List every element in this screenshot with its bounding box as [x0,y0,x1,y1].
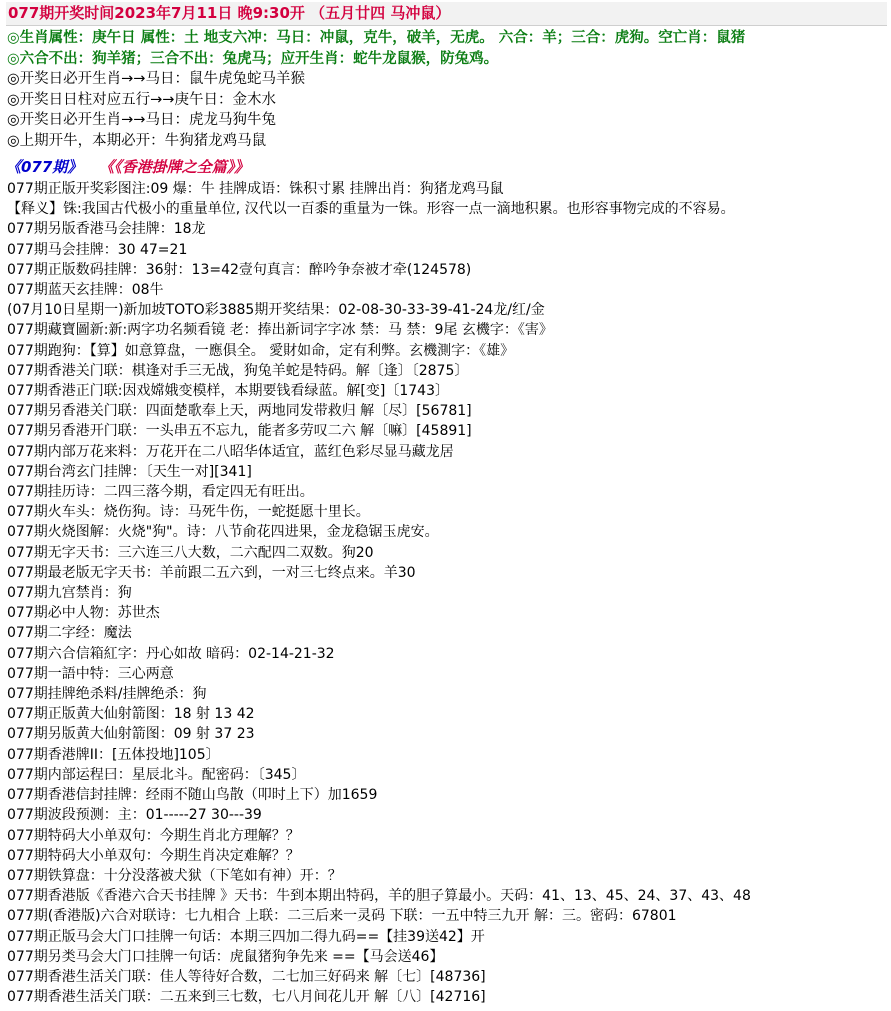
content-row: 077期台湾玄门挂牌：〔天生一对][341] [7,463,252,480]
content-row: 077期香港信封挂牌：经雨不随山鸟散（叩时上下）加1659 [7,787,378,804]
content-row: 077期火车头：烧伤狗。诗：马死牛伤，一蛇挺愿十里长。 [7,504,370,521]
content-row: 077期跑狗：【算】如意算盘，一應俱全。 愛財如命，定有利弊。玄機測字：《雄》 [7,342,515,359]
content-row: 077期另版香港马会挂牌：18龙 [7,221,206,238]
attribute-line: ◎开奖日必开生肖→→马日：虎龙马狗牛兔 [7,112,276,128]
content-row: 077期挂历诗：二四三落今期，看定四无有旺出。 [7,484,314,501]
content-row: 077期特码大小单双句：今期生肖决定难解？？ [7,847,300,864]
content-row: 077期马会挂牌：30 47=21 [7,241,188,258]
content-row: 077期香港关门联：棋逢对手三无战，狗兔羊蛇是特码。解〔逢〕〔2875〕 [7,362,469,379]
content-row: 077期正版黄大仙射箭图：18 射 13 42 [7,706,255,723]
content-row: 077期另香港开门联：一头串五不忘九，能者多劳叹二六 解〔嘛〕[45891] [7,423,472,440]
content-row: 077期特码大小单双句：今期生肖北方理解？？ [7,827,300,844]
content-row: 077期二字经：魔法 [7,625,132,642]
content-row: 077期九宫禁肖：狗 [7,585,132,602]
content-row: 077期香港正门联:因戏嫦娥变模样，本期要钱看绿蓝。解[变]〔1743〕 [7,383,449,400]
content-row: 077期蓝天玄挂牌：08牛 [7,282,164,299]
content-row: 077期挂牌绝杀料/挂牌绝杀：狗 [7,686,207,703]
content-row: 077期另类马会大门口挂牌一句话：虎鼠猪狗争先来 ==【马会送46】 [7,948,444,965]
content-row: 077期正版马会大门口挂牌一句话：本期三四加二得九码==【挂39送42】开 [7,928,485,945]
attribute-line: ◎六合不出：狗羊猪；三合不出：兔虎马；应开生肖：蛇牛龙鼠猴，防兔鸡。 [7,50,499,67]
content-row: 077期最老版无字天书：羊前跟二五六到，一对三七终点来。羊30 [7,564,416,581]
attribute-line: ◎生肖属性：庚午日 属性：土 地支六冲：马日：冲鼠，克牛，破羊，无虎。 六合：羊；三合：虎狗。空亡肖：鼠猪 [7,30,746,46]
content-row: 077期一語中特：三心两意 [7,665,174,682]
content-row: 077期香港生活关门联：佳人等待好合数，二七加三好码来 解〔七〕[48736] [7,968,486,985]
attribute-line: ◎开奖日日柱对应五行→→庚午日：金木水 [7,91,276,108]
publication-title: 《《香港掛牌之全篇》》 [99,158,250,176]
content-row: 077期铁算盘：十分没落被犬狱（下笔如有神）开：？ [7,867,342,884]
content-row: 077期藏寶圖新:新:两字功名频看镜 老：捧出新词字字冰 禁：马 禁：9尾 玄機字：《害》 [7,322,553,339]
content-row: 077期火烧图解：火烧"狗"。诗：八节俞花四进果，金龙稳锯玉虎安。 [7,524,439,541]
content-row: 【释义】铢:我国古代极小的重量单位, 汉代以一百黍的重量为一铢。形容一点一滴地积累。也形容事物完成的不容易。 [7,201,735,218]
content-row: 077期香港版《香港六合天书挂牌 》天书：牛到本期出特码，羊的胆子算最小。天码：41、13、45、24、37、43、48 [7,888,751,905]
content-row: 077期香港牌II：[五体投地]105〕 [7,746,220,763]
content-row: 077期正版数码挂牌：36射：13=42壹句真言：醉吟争奈被才牵(124578) [7,261,472,278]
content-row: 077期香港生活关门联：二五来到三七数，七八月间花儿开 解〔八〕[42716] [7,989,486,1006]
content-row: 077期内部万花来料：万花开在二八昭华体适宜，蓝红色彩尽显马藏龙居 [7,443,454,460]
content-row: 077期六合信箱紅字：丹心如故 暗码：02-14-21-32 [7,645,335,662]
content-row: (07月10日星期一)新加坡TOTO彩3885期开奖结果：02-08-30-33-39-41-24龙/红/金 [7,302,545,319]
section-title [6,154,887,179]
content-row: 077期内部运程曰：星辰北斗。配密码：〔345〕 [7,766,306,783]
content-row: 077期(香港版)六合对联诗：七九相合 上联：二三后来一灵码 下联：一五中特三九开 解：三。密码：67801 [7,908,677,925]
content-row: 077期另香港关门联：四面楚歌奉上天，两地同发带救归 解〔尽〕[56781] [7,403,472,420]
content-row: 077期波段预测：主：01-----27 30---39 [7,807,262,824]
content-row: 077期正版开奖彩图注:09 爆：牛 挂牌成语：铢积寸累 挂牌出肖：狗猪龙鸡马鼠 [7,181,504,197]
attribute-line: ◎上期开牛，本期必开：牛狗猪龙鸡马鼠 [7,132,267,149]
content-row: 077期另版黄大仙射箭图：09 射 37 23 [7,726,255,743]
draw-time-header: 077期开奖时间2023年7月11日 晚9:30开 （五月廿四 马冲鼠） [6,2,887,26]
attribute-line: ◎开奖日必开生肖→→马日：鼠牛虎兔蛇马羊猴 [7,71,305,87]
issue-label: 《077期》 [6,158,83,176]
content-row: 077期必中人物：苏世杰 [7,605,160,622]
content-row: 077期无字天书：三六连三八大数，二六配四二双数。狗20 [7,544,374,561]
